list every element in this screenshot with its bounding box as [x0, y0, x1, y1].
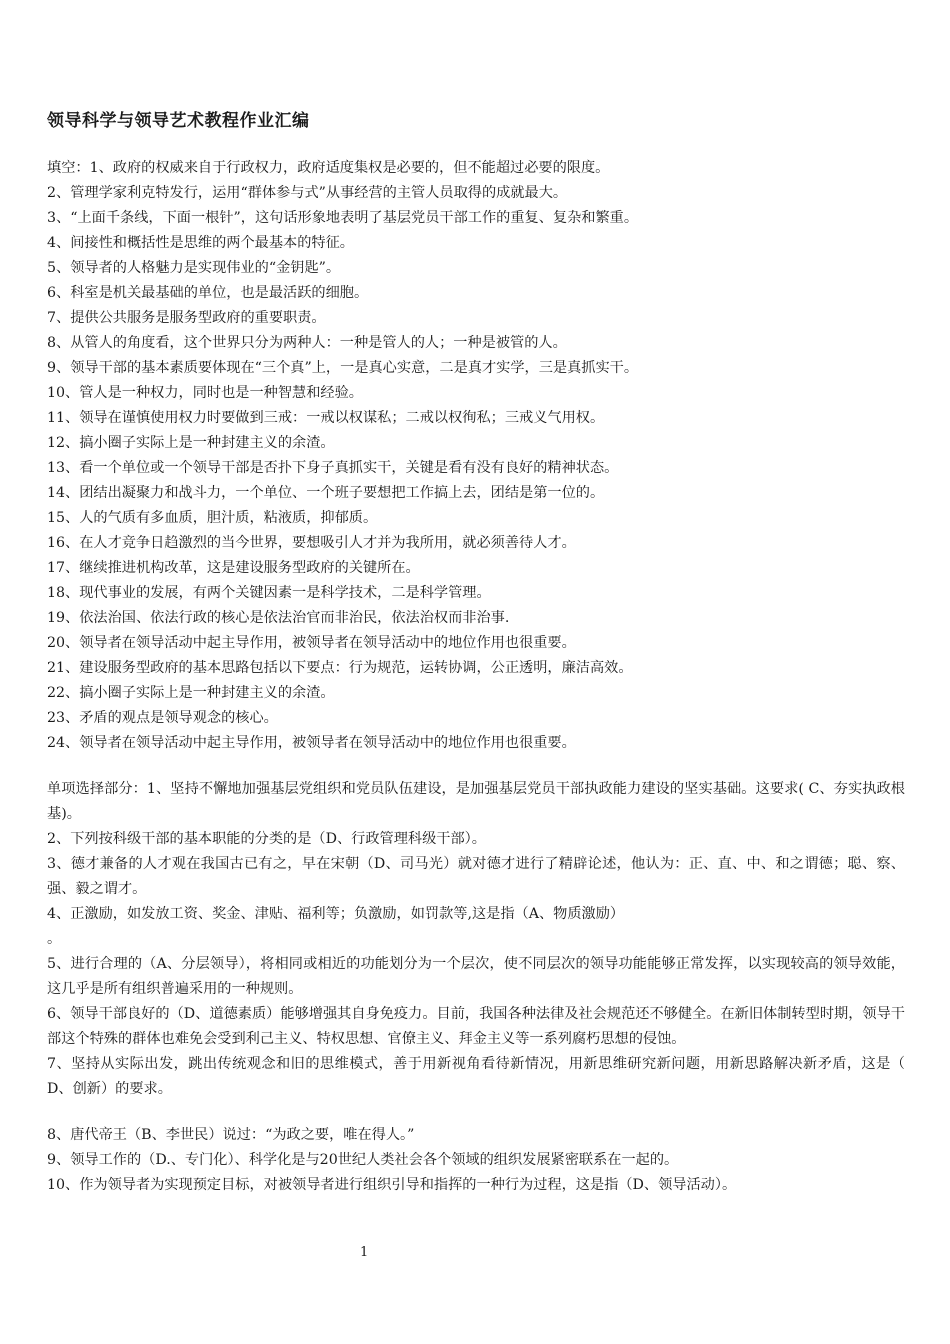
list-item: 6、科室是机关最基础的单位，也是最活跃的细胞。 [47, 285, 369, 301]
list-item: 7、提供公共服务是服务型政府的重要职责。 [47, 310, 326, 326]
list-item: 5、进行合理的（A、分层领导），将相同或相近的功能划分为一个层次，使不同层次的领导功能能够正常发挥，以实现较高的领导效能，这几乎是所有组织普遍采用的一种规则。 [47, 956, 905, 997]
list-item: 22、搞小圈子实际上是一种封建主义的余渣。 [47, 685, 335, 701]
list-item: 3、德才兼备的人才观在我国古已有之，早在宋朝（D、司马光）就对德才进行了精辟论述，他认为：正、直、中、和之谓德；聪、察、强、毅之谓才。 [47, 856, 905, 897]
list-item: 10、管人是一种权力，同时也是一种智慧和经验。 [47, 385, 363, 401]
list-item: 15、人的气质有多血质，胆汁质，粘液质，抑郁质。 [47, 510, 378, 526]
single-choice-continued [47, 1123, 905, 1198]
single-choice-section [47, 777, 905, 1102]
list-item: 填空：1、政府的权威来自于行政权力，政府适度集权是必要的，但不能超过必要的限度。 [47, 160, 610, 176]
list-item: 24、领导者在领导活动中起主导作用，被领导者在领导活动中的地位作用也很重要。 [47, 735, 576, 751]
list-item: 单项选择部分：1、坚持不懈地加强基层党组织和党员队伍建设，是加强基层党员干部执政能力建设的坚实基础。这要求( C、夯实执政根基)。 [47, 781, 905, 822]
list-item: 21、建设服务型政府的基本思路包括以下要点：行为规范，运转协调，公正透明，廉洁高效。 [47, 660, 633, 676]
list-item: 14、团结出凝聚力和战斗力，一个单位、一个班子要想把工作搞上去，团结是第一位的。 [47, 485, 605, 501]
list-item: 19、依法治国、依法行政的核心是依法治官而非治民，依法治权而非治事. [47, 610, 510, 626]
list-item: 10、作为领导者为实现预定目标，对被领导者进行组织引导和指挥的一种行为过程，这是指（D、领导活动）。 [47, 1177, 737, 1193]
list-item: 8、唐代帝王（B、李世民）说过：“为政之要，唯在得人。” [47, 1127, 415, 1143]
list-item: 16、在人才竞争日趋激烈的当今世界，要想吸引人才并为我所用，就必须善待人才。 [47, 535, 576, 551]
list-item: 11、领导在谨慎使用权力时要做到三戒：一戒以权谋私；二戒以权徇私；三戒义气用权。 [47, 410, 605, 426]
list-item: 4、正激励，如发放工资、奖金、津贴、福利等；负激励，如罚款等,这是指（A、物质激励） [47, 906, 625, 922]
list-item: 。 [47, 931, 62, 947]
list-item: 20、领导者在领导活动中起主导作用，被领导者在领导活动中的地位作用也很重要。 [47, 635, 576, 651]
list-item: 9、领导干部的基本素质要体现在“三个真”上，一是真心实意，二是真才实学，三是真抓实干。 [47, 360, 639, 376]
list-item: 2、管理学家利克特发行，运用“群体参与式”从事经营的主管人员取得的成就最大。 [47, 185, 568, 201]
fill-blank-section [47, 156, 905, 756]
list-item: 23、矛盾的观点是领导观念的核心。 [47, 710, 278, 726]
section-spacer [47, 1102, 905, 1123]
list-item: 12、搞小圈子实际上是一种封建主义的余渣。 [47, 435, 335, 451]
section-spacer [47, 756, 905, 777]
list-item: 3、“上面千条线，下面一根针”，这句话形象地表明了基层党员干部工作的重复、复杂和繁重。 [47, 210, 639, 226]
document-title: 领导科学与领导艺术教程作业汇编 [47, 111, 310, 131]
list-item: 13、看一个单位或一个领导干部是否扑下身子真抓实干，关键是看有没有良好的精神状态。 [47, 460, 619, 476]
list-item: 5、领导者的人格魅力是实现伟业的“金钥匙”。 [47, 260, 341, 276]
list-item: 17、继续推进机构改革，这是建设服务型政府的关键所在。 [47, 560, 420, 576]
list-item: 4、间接性和概括性是思维的两个最基本的特征。 [47, 235, 354, 251]
list-item: 9、领导工作的（D.、专门化）、科学化是与20世纪人类社会各个领域的组织发展紧密联系在一起的。 [47, 1152, 679, 1168]
list-item: 2、下列按科级干部的基本职能的分类的是（D、行政管理科级干部）。 [47, 831, 486, 847]
list-item: 18、现代事业的发展，有两个关键因素一是科学技术，二是科学管理。 [47, 585, 491, 601]
document-body [47, 156, 905, 1198]
list-item: 8、从管人的角度看，这个世界只分为两种人：一种是管人的人；一种是被管的人。 [47, 335, 567, 351]
list-item: 7、坚持从实际出发，跳出传统观念和旧的思维模式，善于用新视角看待新情况，用新思维研究新问题，用新思路解决新矛盾，这是（ D、创新）的要求。 [47, 1056, 905, 1097]
page-number: 1 [360, 1245, 369, 1260]
list-item: 6、领导干部良好的（D、道德素质）能够增强其自身免疫力。目前，我国各种法律及社会规范还不够健全。在新旧体制转型时期，领导干部这个特殊的群体也难免会受到利己主义、特权思想、官僚主义、拜金主义等一系列腐朽思想的侵蚀。 [47, 1006, 905, 1047]
